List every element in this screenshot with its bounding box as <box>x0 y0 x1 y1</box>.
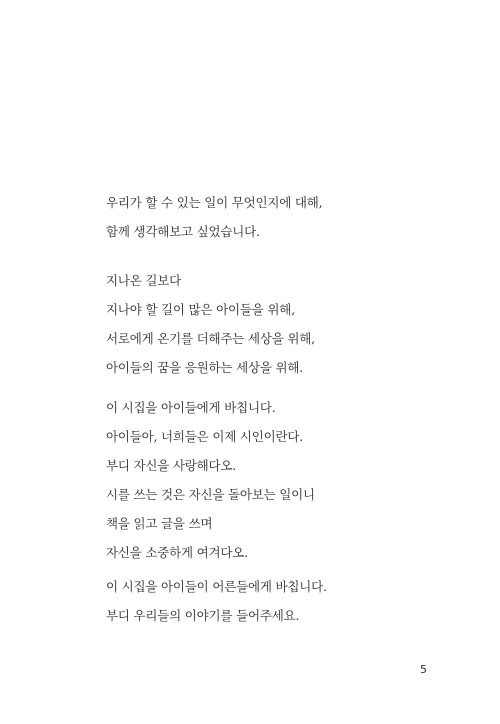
poem-line: 이 시집을 아이들에게 바칩니다. <box>106 400 276 415</box>
stanza-3 <box>106 393 315 567</box>
poem-line: 이 시집을 아이들이 어른들에게 바칩니다. <box>106 579 327 594</box>
poem-line: 시를 쓰는 것은 자신을 돌아보는 일이니 <box>106 487 315 502</box>
stanza-4 <box>106 572 327 630</box>
poem-line: 지나온 길보다 <box>106 273 182 288</box>
page-number: 5 <box>420 663 427 676</box>
stanza-2 <box>106 266 315 382</box>
poem-line: 책을 읽고 글을 쓰며 <box>106 516 213 531</box>
poem-line: 서로에게 온기를 더해주는 세상을 위해, <box>106 331 315 346</box>
poem-line: 지나야 할 길이 많은 아이들을 위해, <box>106 302 295 317</box>
stanza-1 <box>106 188 322 246</box>
poem-line: 아이들아, 너희들은 이제 시인이란다. <box>106 429 303 444</box>
poem-line: 부디 우리들의 이야기를 들어주세요. <box>106 608 300 623</box>
poem-line: 아이들의 꿈을 응원하는 세상을 위해. <box>106 360 303 375</box>
poem-line: 함께 생각해보고 싶었습니다. <box>106 224 260 239</box>
poem-line: 자신을 소중하게 여겨다오. <box>106 545 248 560</box>
poem-line: 부디 자신을 사랑해다오. <box>106 458 237 473</box>
poem-line: 우리가 할 수 있는 일이 무엇인지에 대해, <box>106 195 323 210</box>
